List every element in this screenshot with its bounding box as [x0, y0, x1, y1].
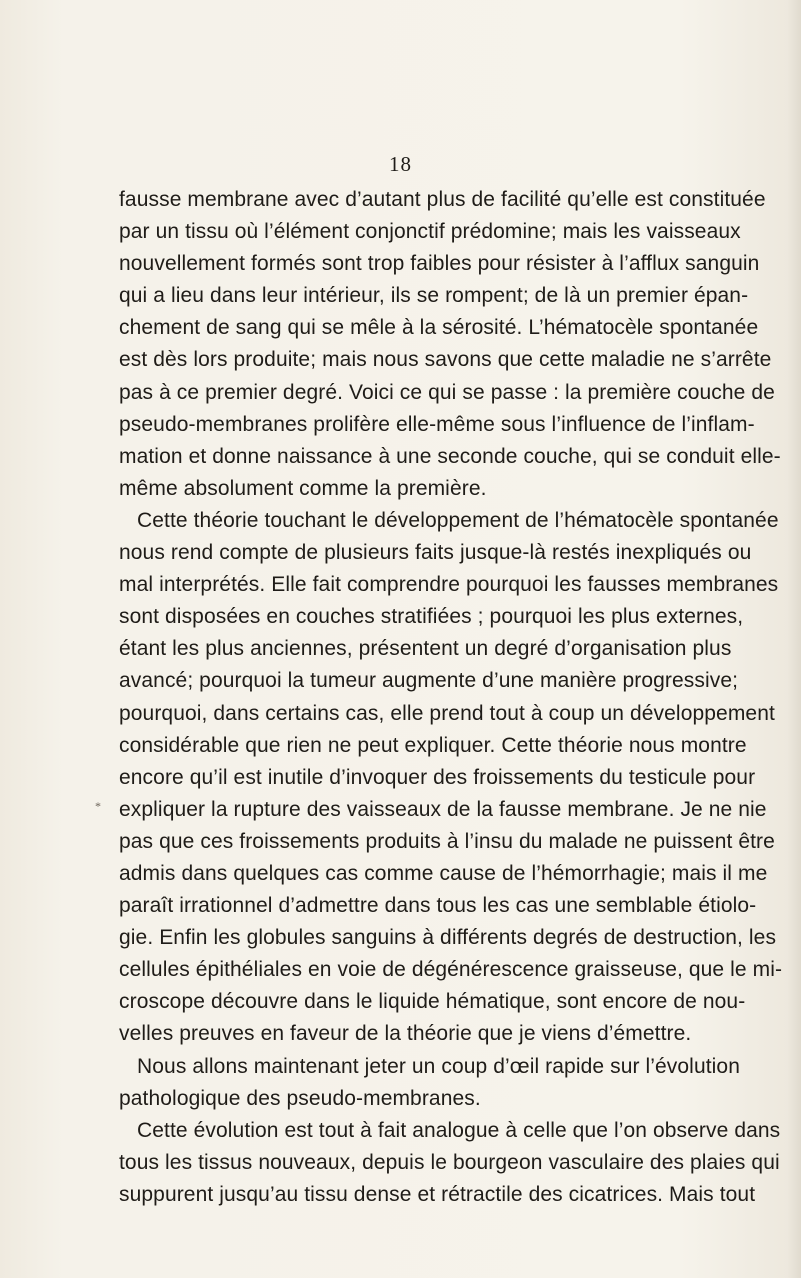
text-line: Cette évolution est tout à fait analogue à celle que l’on observe dans: [137, 1118, 781, 1142]
text-line: étant les plus anciennes, présentent un degré d’organisation plus: [119, 637, 732, 661]
text-line: par un tissu où l’élément conjonctif prédomine; mais les vaisseaux: [119, 220, 741, 244]
text-line: est dès lors produite; mais nous savons que cette maladie ne s’arrête: [119, 348, 772, 372]
page-number: 18: [389, 152, 412, 176]
text-line: même absolument comme la première.: [119, 476, 487, 500]
text-line: pas à ce premier degré. Voici ce qui se passe : la première couche de: [119, 380, 775, 404]
page-edge-shadow: [787, 0, 801, 1278]
text-line: considérable que rien ne peut expliquer. Cette théorie nous montre: [119, 733, 747, 757]
text-line: mal interprétés. Elle fait comprendre pourquoi les fausses membranes: [119, 573, 779, 597]
body-text: [119, 184, 783, 1211]
text-line: nous rend compte de plusieurs faits jusque-là restés inexpliqués ou: [119, 541, 752, 565]
text-line: fausse membrane avec d’autant plus de facilité qu’elle est constituée: [119, 188, 766, 211]
stray-mark: *: [95, 799, 101, 813]
text-line: admis dans quelques cas comme cause de l’hémorrhagie; mais il me: [119, 861, 768, 885]
text-line: chement de sang qui se mêle à la sérosité. L’hématocèle spontanée: [119, 316, 759, 340]
text-line: Cette théorie touchant le développement de l’hématocèle spontanée: [137, 508, 779, 532]
text-line: tous les tissus nouveaux, depuis le bourgeon vasculaire des plaies qui: [119, 1150, 780, 1174]
text-line: suppurent jusqu’au tissu dense et rétractile des cicatrices. Mais tout: [119, 1182, 756, 1206]
text-line: mation et donne naissance à une seconde couche, qui se conduit elle-: [119, 444, 781, 468]
text-line: pourquoi, dans certains cas, elle prend tout à coup un développement: [119, 701, 775, 725]
text-line: cellules épithéliales en voie de dégénérescence graisseuse, que le mi-: [119, 958, 783, 982]
text-line: Nous allons maintenant jeter un coup d’œil rapide sur l’évolution: [137, 1054, 740, 1078]
text-line: sont disposées en couches stratifiées ; pourquoi les plus externes,: [119, 605, 744, 629]
text-line: expliquer la rupture des vaisseaux de la fausse membrane. Je ne nie: [119, 797, 767, 821]
text-line: pseudo-membranes prolifère elle-même sous l’influence de l’inflam-: [119, 412, 755, 436]
text-line: nouvellement formés sont trop faibles pour résister à l’afflux sanguin: [119, 252, 760, 276]
text-line: croscope découvre dans le liquide hématique, sont encore de nou-: [119, 990, 746, 1014]
text-line: pas que ces froissements produits à l’insu du malade ne puissent être: [119, 829, 775, 853]
text-line: velles preuves en faveur de la théorie que je viens d’émettre.: [119, 1022, 692, 1046]
text-line: encore qu’il est inutile d’invoquer des froissements du testicule pour: [119, 765, 756, 789]
text-line: qui a lieu dans leur intérieur, ils se rompent; de là un premier épan-: [119, 284, 749, 308]
text-line: gie. Enfin les globules sanguins à différents degrés de destruction, les: [119, 926, 777, 950]
text-line: avancé; pourquoi la tumeur augmente d’une manière progressive;: [119, 669, 739, 693]
text-line: pathologique des pseudo-membranes.: [119, 1086, 481, 1110]
text-line: paraît irrationnel d’admettre dans tous les cas une semblable étiolo-: [119, 894, 757, 918]
